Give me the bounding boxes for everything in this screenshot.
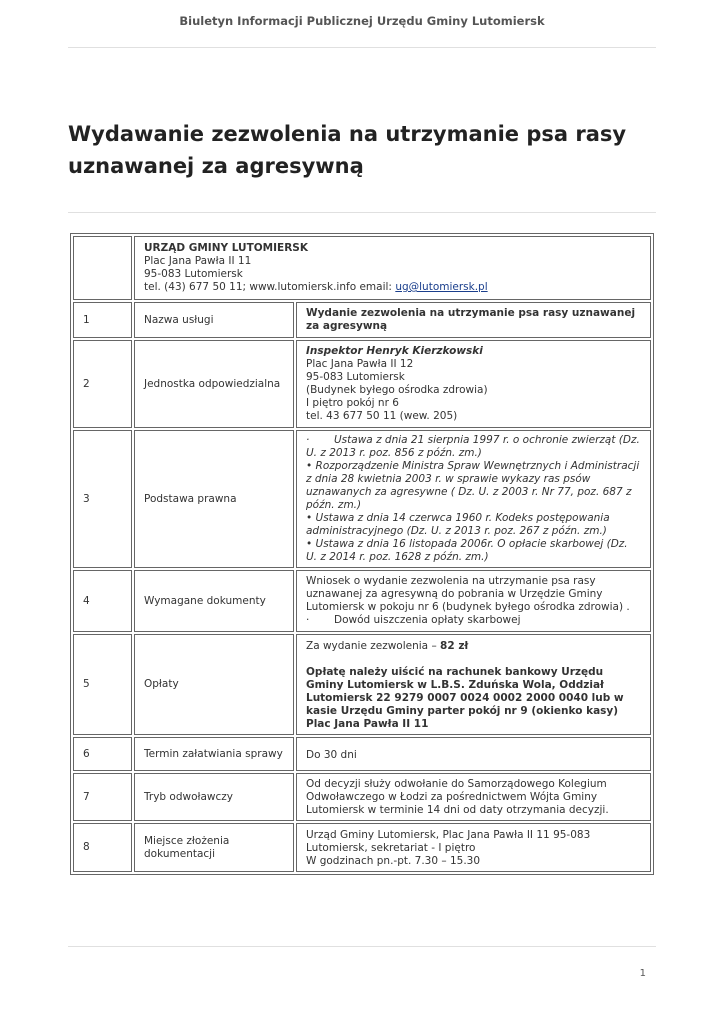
inspector-name: Inspektor Henryk Kierzkowski — [306, 345, 483, 357]
legal-basis-item — [306, 434, 641, 460]
table-row — [73, 340, 651, 428]
fee-prefix: Za wydanie zezwolenia – — [306, 640, 441, 652]
office-name: URZĄD GMINY LUTOMIERSK — [144, 242, 308, 254]
required-documents-value — [296, 570, 651, 632]
office-contact-text: tel. (43) 677 50 11; www.lutomiersk.info email: — [144, 281, 396, 293]
page-title: Wydawanie zezwolenia na utrzymanie psa rasy uznawanej za agresywną — [68, 122, 627, 178]
office-hours: W godzinach pn.-pt. 7.30 – 15.30 — [306, 855, 481, 867]
bullet-dot: · — [306, 614, 310, 626]
required-documents-text: Wniosek o wydanie zezwolenia na utrzymanie psa rasy uznawanej za agresywną do pobrania w Urzędzie Gminy Lutomiersk w pokoju nr 6 (budynek byłego ośrodka zdrowia) . — [306, 575, 630, 613]
service-name-value: Wydanie zezwolenia na utrzymanie psa rasy uznawanej za agresywną — [296, 302, 651, 338]
payment-instructions: Opłatę należy uiścić na rachunek bankowy Urzędu Gminy Lutomiersk w L.B.S. Zduńska Wola, Oddział Lutomiersk 22 9279 0007 0024 0002 2000 0040 lub w kasie Urzędu Gminy parter pokój nr 9 (okienko kasy) Plac Jana Pawła II 11 — [306, 666, 624, 730]
table-row — [73, 302, 651, 338]
legal-basis-item: • Ustawa z dnia 16 listopada 2006r. O opłacie skarbowej (Dz. U. z 2014 r. poz. 1628 z późn. zm.) — [306, 538, 628, 563]
service-table — [70, 233, 654, 875]
office-email-link[interactable]: ug@lutomiersk.pl — [395, 281, 488, 293]
fees-value — [296, 634, 651, 735]
unit-city: 95-083 Lutomiersk — [306, 371, 405, 383]
legal-basis-value — [296, 430, 651, 568]
page-number: 1 — [639, 968, 646, 979]
footer-divider — [68, 946, 656, 947]
office-contact — [144, 281, 641, 294]
unit-room: I piętro pokój nr 6 — [306, 397, 399, 409]
office-street: Plac Jana Pawła II 11 — [144, 255, 252, 267]
bip-header: Biuletyn Informacji Publicznej Urzędu Gminy Lutomiersk — [179, 14, 545, 28]
table-row — [73, 823, 651, 872]
row-label: Miejsce złożenia dokumentacji — [134, 823, 294, 872]
unit-phone: tel. 43 677 50 11 (wew. 205) — [306, 410, 458, 422]
responsible-unit-value — [296, 340, 651, 428]
unit-street: Plac Jana Pawła II 12 — [306, 358, 414, 370]
table-row — [73, 737, 651, 771]
office-info-cell — [134, 236, 651, 300]
row-label: Nazwa usługi — [134, 302, 294, 338]
office-empty-cell — [73, 236, 132, 300]
row-label: Podstawa prawna — [134, 430, 294, 568]
bullet-dot: · — [306, 434, 310, 446]
processing-time-value: Do 30 dni — [296, 737, 651, 771]
unit-building: (Budynek byłego ośrodka zdrowia) — [306, 384, 488, 396]
legal-basis-item: • Rozporządzenie Ministra Spraw Wewnętrznych i Administracji z dnia 28 kwietnia 2003 r. w sprawie wykazy ras psów uznawanych za agresywne ( Dz. U. z 2003 r. Nr 77, poz. 687 z późn. zm.) — [306, 460, 640, 511]
office-row — [73, 236, 651, 300]
legal-basis-item-text: Ustawa z dnia 21 sierpnia 1997 r. o ochronie zwierząt (Dz. U. z 2013 r. poz. 856 z późn. zm.) — [306, 434, 640, 459]
row-label: Tryb odwoławczy — [134, 773, 294, 821]
row-number: 7 — [73, 773, 132, 821]
row-label: Jednostka odpowiedzialna — [134, 340, 294, 428]
table-row — [73, 634, 651, 735]
row-label: Opłaty — [134, 634, 294, 735]
fee-amount: 82 zł — [440, 640, 469, 652]
row-label: Termin załatwiania sprawy — [134, 737, 294, 771]
office-city: 95-083 Lutomiersk — [144, 268, 243, 280]
appeal-procedure-value: Od decyzji służy odwołanie do Samorządowego Kolegium Odwoławczego w Łodzi za pośrednictwem Wójta Gminy Lutomiersk w terminie 14 dni od daty otrzymania decyzji. — [296, 773, 651, 821]
fee-line — [306, 640, 641, 653]
submission-place-value — [296, 823, 651, 872]
table-row — [73, 773, 651, 821]
required-documents-item — [306, 614, 641, 627]
legal-basis-item: • Ustawa z dnia 14 czerwca 1960 r. Kodeks postępowania administracyjnego (Dz. U. z 2013 r. poz. 267 z późn. zm.) — [306, 512, 610, 537]
row-number: 4 — [73, 570, 132, 632]
row-number: 1 — [73, 302, 132, 338]
row-number: 6 — [73, 737, 132, 771]
row-number: 3 — [73, 430, 132, 568]
row-number: 5 — [73, 634, 132, 735]
row-number: 2 — [73, 340, 132, 428]
title-divider — [68, 212, 656, 213]
row-number: 8 — [73, 823, 132, 872]
header-divider — [68, 47, 656, 48]
table-row — [73, 430, 651, 568]
row-label: Wymagane dokumenty — [134, 570, 294, 632]
table-row — [73, 570, 651, 632]
required-documents-item-text: Dowód uiszczenia opłaty skarbowej — [334, 614, 521, 626]
submission-address: Urząd Gminy Lutomiersk, Plac Jana Pawła II 11 95-083 Lutomiersk, sekretariat - I piętro — [306, 829, 591, 854]
